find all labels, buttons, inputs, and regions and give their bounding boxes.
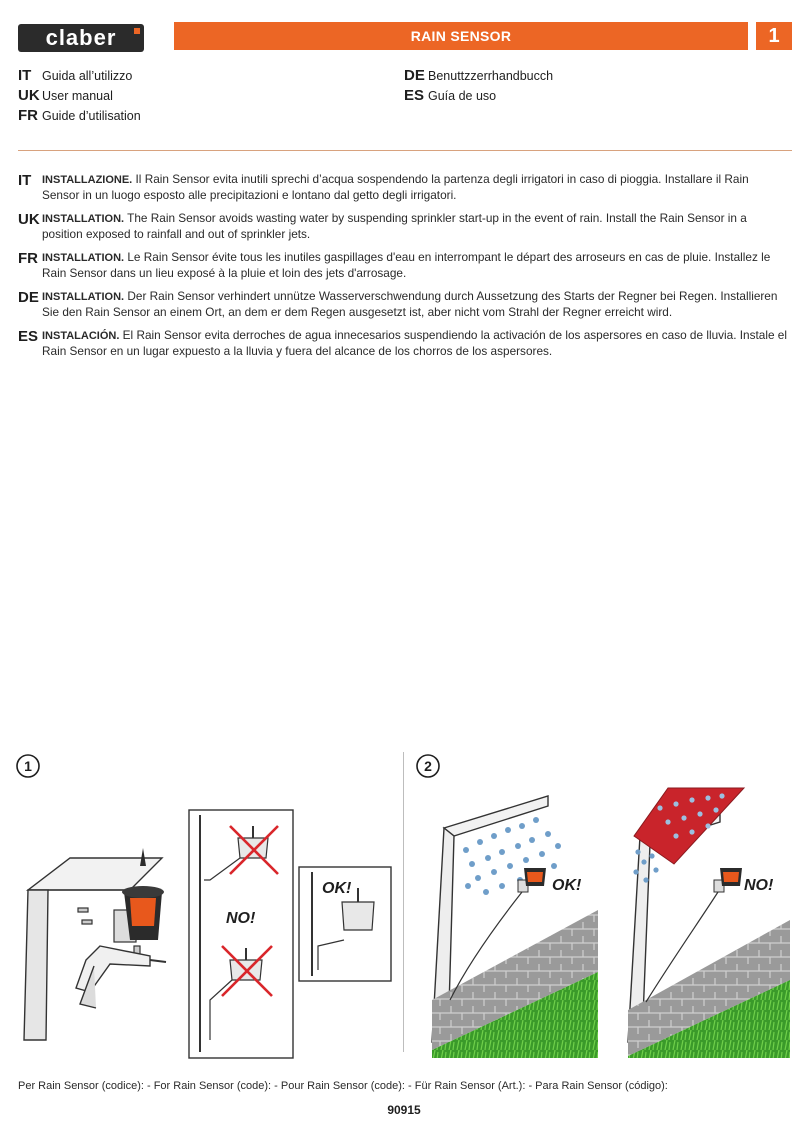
section-es bbox=[18, 328, 788, 359]
language-item bbox=[404, 86, 553, 106]
section-code: ES bbox=[18, 328, 39, 345]
language-code: ES bbox=[404, 87, 425, 104]
document-title bbox=[174, 22, 748, 50]
section-code: UK bbox=[18, 211, 40, 228]
section-uk bbox=[18, 211, 788, 242]
ok-placement-panel bbox=[299, 867, 391, 981]
installation-sections bbox=[18, 172, 788, 367]
step-2-number: 2 bbox=[424, 758, 432, 774]
language-item bbox=[18, 66, 141, 86]
ok-label-2: OK! bbox=[552, 877, 582, 894]
language-code: IT bbox=[18, 67, 32, 84]
language-item bbox=[404, 66, 553, 86]
product-codes-line: Per Rain Sensor (codice): - For Rain Sensor (code): - Pour Rain Sensor (code): - Für Rain Sensor (Art.): - Para Rain Sensor (código): bbox=[18, 1080, 668, 1092]
language-item bbox=[18, 106, 141, 126]
product-code: 90915 bbox=[387, 1103, 421, 1117]
section-code: DE bbox=[18, 289, 39, 306]
section-text: El Rain Sensor evita derroches de agua innecesarios suspendiendo la activación de los aspersores en caso de lluvia. Instale el Rain Sensor en un lugar expuesto a la lluvia y fuera del alcance de los chorros de los aspersores. bbox=[42, 328, 787, 358]
wall-drill-illustration bbox=[24, 848, 166, 1040]
section-divider bbox=[18, 150, 792, 151]
section-code: IT bbox=[18, 172, 32, 189]
language-list-left bbox=[18, 66, 141, 126]
language-item bbox=[18, 86, 141, 106]
section-code: FR bbox=[18, 250, 38, 267]
section-it bbox=[18, 172, 788, 203]
step-1-number: 1 bbox=[24, 758, 32, 774]
no-scene-illustration bbox=[628, 788, 790, 1058]
section-text: Le Rain Sensor évite tous les inutiles gaspillages d'eau en interrompant le départ des arroseurs en cas de pluie. Installez le Rain Sensor dans un lieu exposé à la pluie et loin des jets d'arrosage. bbox=[42, 250, 771, 280]
language-code: FR bbox=[18, 107, 38, 124]
language-label: User manual bbox=[42, 89, 113, 103]
step-2-marker bbox=[417, 755, 439, 777]
roof-icon bbox=[634, 788, 744, 864]
no-label: NO! bbox=[226, 910, 256, 927]
page-number: 1 bbox=[756, 22, 792, 50]
language-label: Benuttzzerrhandbucch bbox=[428, 69, 554, 83]
claber-logo bbox=[16, 22, 146, 54]
step-1-marker bbox=[17, 755, 39, 777]
language-label: Guida all’utilizzo bbox=[42, 69, 133, 83]
section-text: Der Rain Sensor verhindert unnütze Wasserverschwendung durch Aussetzung des Starts der Regner bei Regen. Installieren Sie den Rain Sensor an einem Ort, an dem er dem Regen ausgesetzt ist, aber nicht vom Strahl der Regner erreicht wird. bbox=[42, 289, 778, 319]
language-code: UK bbox=[18, 87, 40, 104]
section-lead: INSTALACIÓN. bbox=[42, 330, 120, 342]
section-text: Il Rain Sensor evita inutili sprechi d’acqua sospendendo la partenza degli irrigatori in caso di pioggia. Installare il Rain Sensor in un luogo esposto alle precipitazioni e lontano dal getto degli irrigatori. bbox=[42, 172, 749, 202]
section-text: The Rain Sensor avoids wasting water by suspending sprinkler start-up in the event of rain. Install the Rain Sensor in a position exposed to rainfall and out of sprinkler jets. bbox=[42, 211, 747, 241]
section-lead: INSTALLAZIONE. bbox=[42, 174, 133, 186]
ok-scene-illustration bbox=[432, 796, 598, 1058]
section-lead: INSTALLATION. bbox=[42, 252, 125, 264]
section-fr bbox=[18, 250, 788, 281]
installation-illustrations bbox=[0, 740, 808, 1070]
language-list-right bbox=[404, 66, 553, 106]
svg-text:claber: claber bbox=[45, 25, 117, 50]
section-lead: INSTALLATION. bbox=[42, 213, 125, 225]
ok-label: OK! bbox=[322, 880, 352, 897]
no-label-2: NO! bbox=[744, 877, 774, 894]
section-de bbox=[18, 289, 788, 320]
section-lead: INSTALLATION. bbox=[42, 291, 125, 303]
no-placement-panel bbox=[189, 810, 293, 1058]
title-text: RAIN SENSOR bbox=[410, 28, 512, 44]
language-label: Guía de uso bbox=[428, 89, 497, 103]
language-label: Guide d’utilisation bbox=[42, 109, 141, 123]
language-code: DE bbox=[404, 67, 425, 84]
